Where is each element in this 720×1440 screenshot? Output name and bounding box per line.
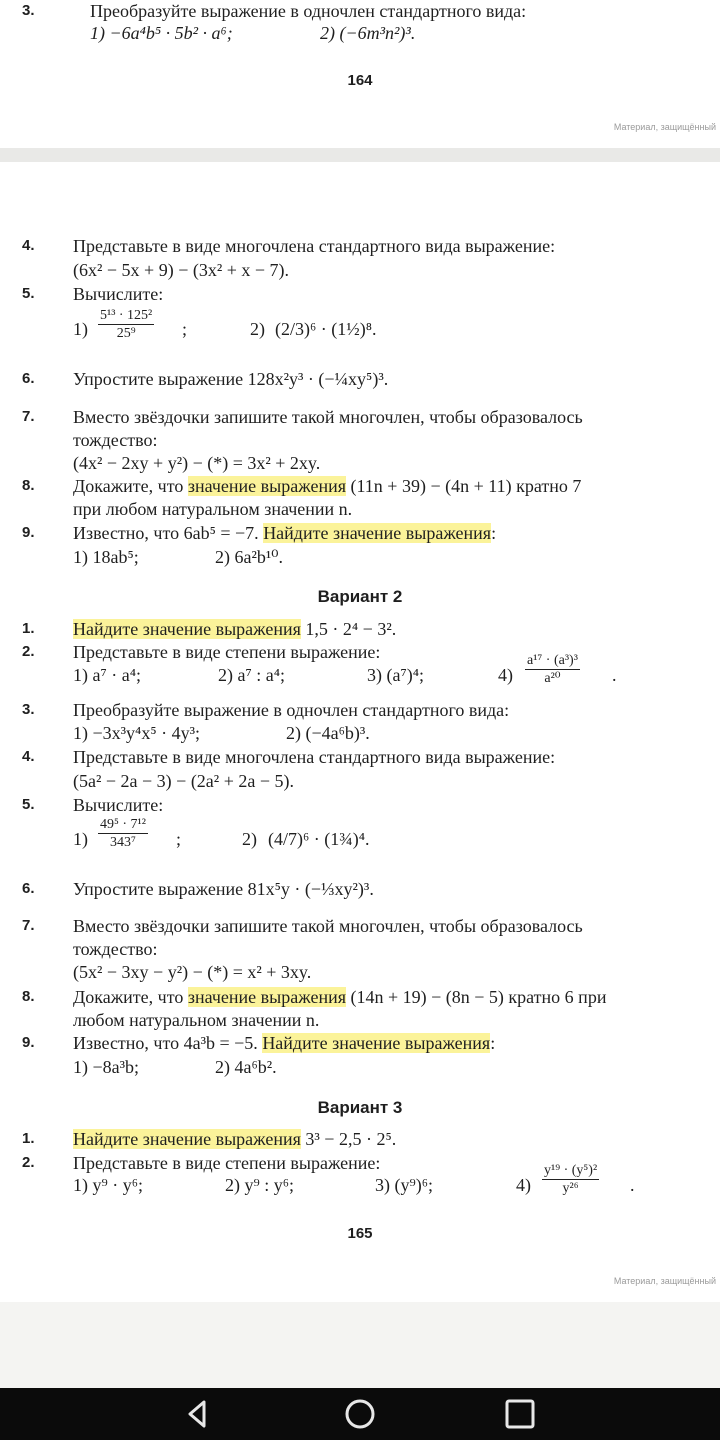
task-number: 8. [22, 988, 35, 1005]
task-text: Вычислите: [73, 284, 164, 304]
task-number: 7. [22, 917, 35, 934]
task-text: Представьте в виде степени выражение: [73, 1153, 381, 1173]
task-text [73, 986, 606, 1008]
task-text: Вычислите: [73, 795, 164, 815]
task-text [73, 1128, 396, 1150]
task-text: при любом натуральном значении n. [73, 499, 353, 519]
task-number: 2. [22, 643, 35, 660]
back-button[interactable] [180, 1398, 216, 1430]
task-text: тождество: [73, 939, 158, 959]
task-text [73, 618, 396, 640]
task-text: Преобразуйте выражение в одночлен стандартного вида: [90, 1, 527, 21]
page-164 [0, 0, 720, 148]
task-text: Представьте в виде многочлена стандартного вида выражение: [73, 747, 556, 767]
option-2: 2) (−6m³n²)³. [320, 23, 416, 43]
period: . [630, 1175, 635, 1195]
recents-button[interactable] [502, 1398, 538, 1430]
task-number: 1. [22, 620, 35, 637]
task-number: 3. [22, 2, 35, 19]
task-text [73, 1032, 495, 1054]
highlighted-text: Найдите значение выражения [73, 619, 301, 639]
page-gap [0, 148, 720, 162]
task-text: Вместо звёздочки запишите такой многочлен, чтобы образовалось [73, 407, 583, 427]
text: Докажите, что [73, 987, 188, 1007]
task-number: 4. [22, 748, 35, 765]
highlighted-text: Найдите значение выражения [263, 523, 492, 543]
text: Известно, что 6ab⁵ = −7. [73, 523, 264, 543]
option-3: 3) (a⁷)⁴; [367, 665, 425, 685]
task-text: тождество: [73, 430, 158, 450]
option-label: 2) [242, 829, 257, 849]
semicolon: ; [176, 829, 182, 849]
expression: (5a² − 2a − 3) − (2a² + 2a − 5). [73, 771, 294, 791]
text: 3³ − 2,5 · 2⁵. [300, 1129, 397, 1149]
option-label: 4) [516, 1175, 531, 1195]
semicolon: ; [182, 319, 188, 339]
text: (14n + 19) − (8n − 5) кратно 6 при [345, 987, 607, 1007]
text: (11n + 39) − (4n + 11) кратно 7 [345, 476, 582, 496]
variant-2-heading: Вариант 2 [317, 587, 403, 606]
option-2: 2) y⁹ : y⁶; [225, 1175, 295, 1195]
option-label: 4) [498, 665, 513, 685]
task-number: 9. [22, 1034, 35, 1051]
task-text [73, 522, 496, 544]
expression: (2/3)⁶ · (1½)⁸. [275, 319, 377, 339]
text: Докажите, что [73, 476, 188, 496]
option-1: 1) a⁷ · a⁴; [73, 665, 142, 685]
task-5-options [0, 307, 720, 351]
task-text [73, 475, 581, 497]
task-text: Представьте в виде степени выражение: [73, 642, 381, 662]
highlighted-text: значение выражения [187, 476, 346, 496]
task-number: 1. [22, 1130, 35, 1147]
option-label: 1) [73, 319, 88, 339]
task-text: Преобразуйте выражение в одночлен стандартного вида: [73, 700, 510, 720]
option-1: 1) −6a⁴b⁵ · 5b² · a⁶; [90, 23, 233, 43]
task-number: 8. [22, 477, 35, 494]
text: Известно, что 4a³b = −5. [73, 1033, 263, 1053]
fraction [542, 1162, 599, 1197]
expression: (4/7)⁶ · (1¾)⁴. [268, 829, 370, 849]
watermark: Материал, защищённый [613, 122, 716, 132]
numerator: y¹⁹ · (y⁵)² [544, 1163, 598, 1178]
task-text: Представьте в виде многочлена стандартного вида выражение: [73, 236, 556, 256]
numerator: 49⁵ · 7¹² [100, 817, 146, 832]
variant-3-heading: Вариант 3 [317, 1098, 403, 1117]
denominator: 343⁷ [110, 835, 136, 850]
denominator: 25⁹ [116, 326, 136, 341]
fraction [525, 652, 580, 687]
home-icon [342, 1398, 378, 1430]
page-gap [0, 1302, 720, 1388]
task-text: любом натуральном значении n. [73, 1010, 320, 1030]
expression: (5x² − 3xy − y²) − (*) = x² + 3xy. [73, 962, 312, 982]
numerator: 5¹³ · 125² [100, 308, 153, 323]
v2-task-2-options [0, 652, 720, 692]
option-1: 1) y⁹ · y⁶; [73, 1175, 144, 1195]
home-button[interactable] [342, 1398, 378, 1430]
option-2: 2) (−4a⁶b)³. [286, 723, 370, 743]
task-number: 5. [22, 796, 35, 813]
option-1: 1) −3x³y⁴x⁵ · 4y³; [73, 723, 200, 743]
option-2: 2) 6a²b¹⁰. [215, 547, 283, 567]
text: 1,5 · 2⁴ − 3². [300, 619, 397, 639]
v2-task-5-options [0, 816, 720, 860]
option-3: 3) (y⁹)⁶; [375, 1175, 434, 1195]
expression: (4x² − 2xy + y²) − (*) = 3x² + 2xy. [73, 453, 321, 473]
highlighted-text: Найдите значение выражения [262, 1033, 491, 1053]
task-number: 9. [22, 524, 35, 541]
denominator: y²⁶ [562, 1181, 579, 1196]
watermark: Материал, защищённый [613, 1276, 716, 1286]
text: : [490, 1033, 496, 1053]
option-2: 2) a⁷ : a⁴; [218, 665, 286, 685]
navigation-bar [0, 1388, 720, 1440]
period: . [612, 665, 617, 685]
highlighted-text: значение выражения [187, 987, 346, 1007]
expression: (6x² − 5x + 9) − (3x² + x − 7). [73, 260, 290, 280]
option-label: 2) [250, 319, 265, 339]
denominator: a²⁰ [544, 671, 561, 686]
page-number: 165 [347, 1225, 373, 1242]
task-number: 5. [22, 285, 35, 302]
numerator: a¹⁷ · (a³)³ [527, 653, 578, 668]
page-number: 164 [347, 72, 373, 89]
fraction [98, 816, 148, 851]
recents-icon [502, 1398, 538, 1430]
option-2: 2) 4a⁶b². [215, 1057, 277, 1077]
fraction [98, 307, 154, 342]
task-number: 6. [22, 370, 35, 387]
v3-task-2-options [0, 1162, 720, 1204]
page-165 [0, 162, 720, 1302]
back-icon [180, 1398, 216, 1430]
task-text: Упростите выражение 81x⁵y · (−⅓xy²)³. [73, 879, 374, 899]
option-1: 1) −8a³b; [73, 1057, 140, 1077]
text: : [491, 523, 497, 543]
task-number: 3. [22, 701, 35, 718]
option-1: 1) 18ab⁵; [73, 547, 139, 567]
option-label: 1) [73, 829, 88, 849]
task-number: 2. [22, 1154, 35, 1171]
task-number: 6. [22, 880, 35, 897]
task-number: 4. [22, 237, 35, 254]
task-text: Упростите выражение 128x²y³ · (−¼xy⁵)³. [73, 369, 389, 389]
task-number: 7. [22, 408, 35, 425]
task-text: Вместо звёздочки запишите такой многочлен, чтобы образовалось [73, 916, 583, 936]
highlighted-text: Найдите значение выражения [73, 1129, 301, 1149]
